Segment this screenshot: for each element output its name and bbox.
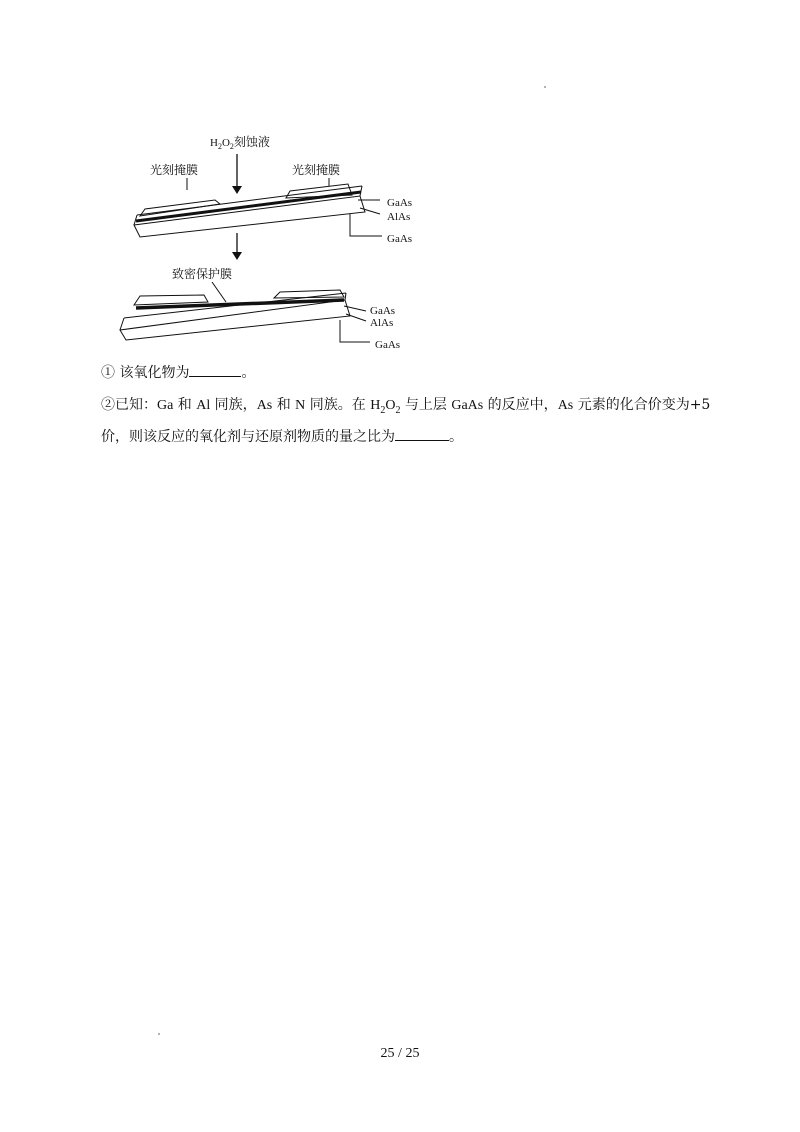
etching-diagram [100, 130, 440, 360]
scan-dot [544, 86, 546, 88]
arrow-down-icon [232, 252, 242, 260]
h2o2-formula: $H_2O_2$ [370, 398, 401, 416]
protective-film-label: 致密保护膜 [172, 267, 233, 281]
mask-label-left: 光刻掩膜 [150, 163, 199, 177]
question-2-line-2: 价，则该反应的氧化剂与还原剂物质的量之比为 。 [101, 426, 463, 448]
answer-blank-1[interactable] [189, 362, 241, 377]
page-current: 25 [380, 1046, 395, 1061]
page-total: 25 [405, 1046, 420, 1061]
question-1-text: ① 该氧化物为 [101, 365, 190, 381]
scan-dot [158, 1033, 160, 1035]
h2o2-label: $H_2O_2$刻蚀液 [210, 135, 270, 151]
layer-label-gaas-top-2: GaAs [370, 305, 396, 317]
question-2-line-1: ②已知：Ga 和 Al 同族，As 和 N 同族。在 $H_2O_2$ 与上层 GaAs 的反应中，As 元素的化合价变为+5 [101, 397, 711, 416]
layer-stack-top [134, 184, 365, 237]
arrow-down-icon [232, 186, 242, 194]
layer-label-gaas-top: GaAs [387, 197, 413, 209]
page-separator: / [398, 1046, 402, 1061]
answer-blank-2[interactable] [395, 426, 449, 441]
page-footer [0, 1046, 800, 1062]
question-1: ① 该氧化物为 。 [101, 362, 255, 384]
layer-label-alas-2: AlAs [370, 317, 394, 329]
layer-stack-bottom [120, 290, 350, 340]
layer-label-alas-top: AlAs [387, 211, 411, 223]
layer-label-gaas-bottom-2: GaAs [375, 339, 401, 351]
mask-label-right: 光刻掩膜 [292, 163, 341, 177]
layer-label-gaas-bottom-top: GaAs [387, 233, 413, 245]
